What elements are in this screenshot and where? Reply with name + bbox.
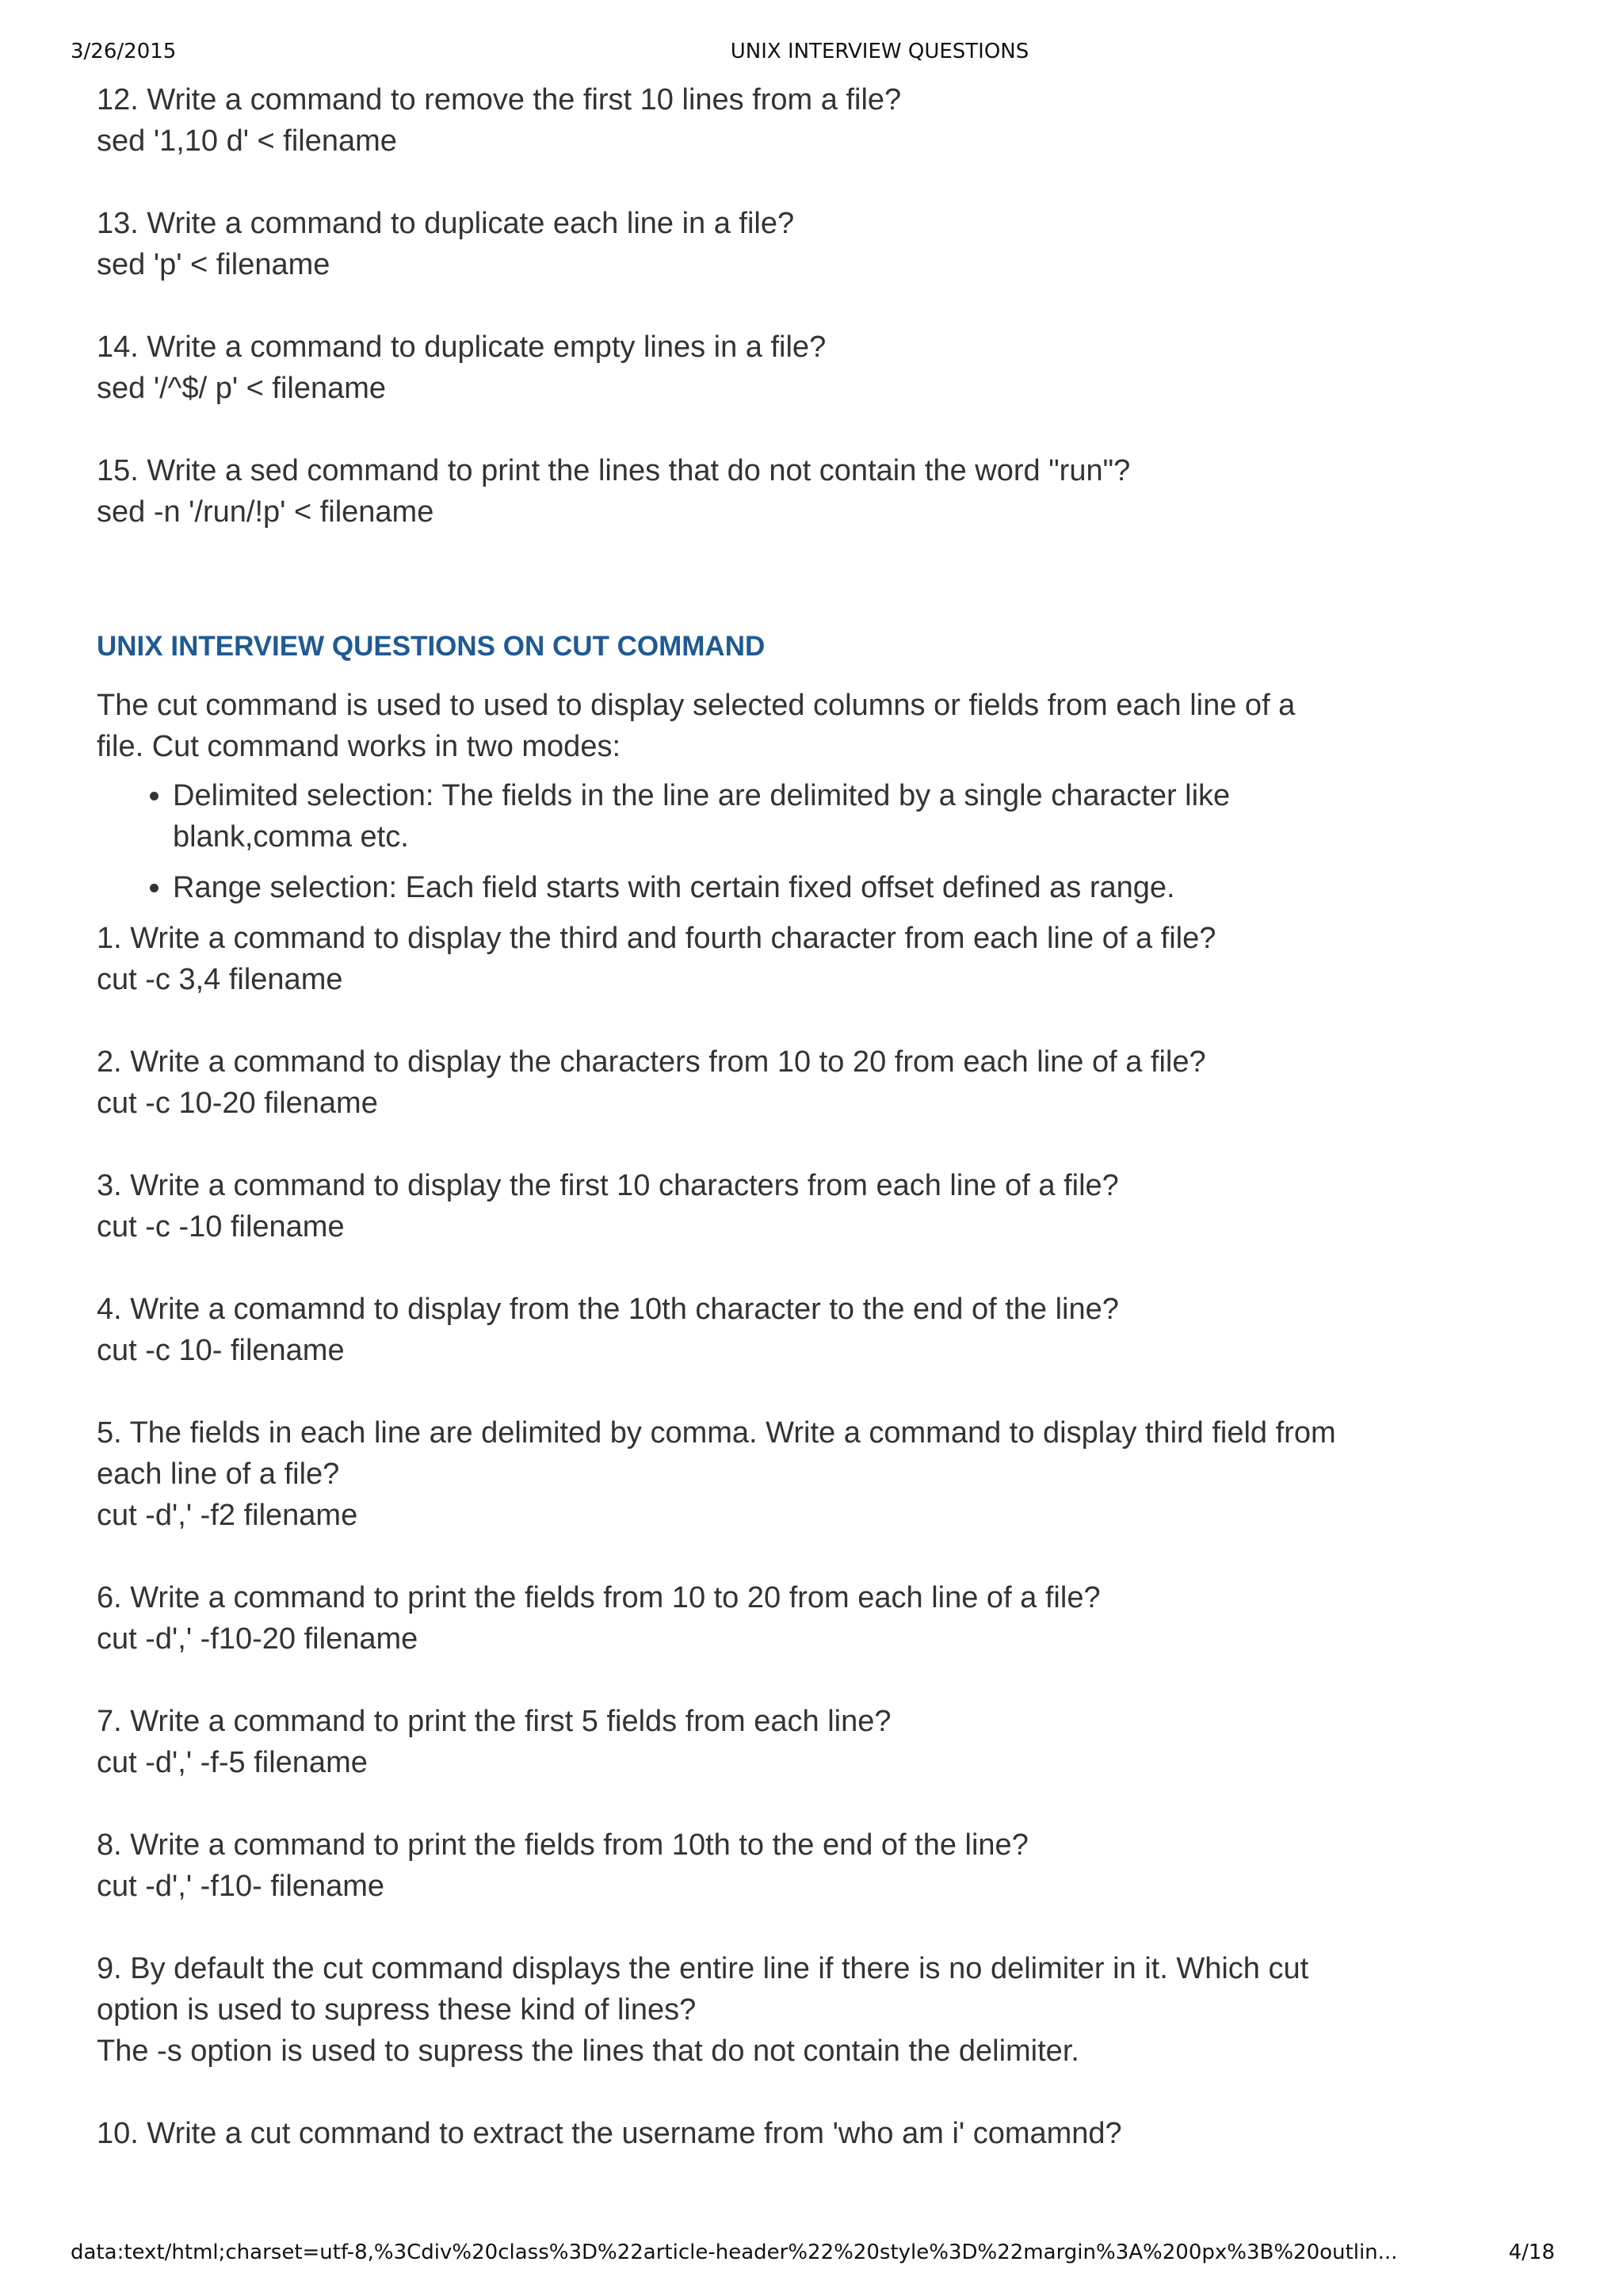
qa-item xyxy=(97,327,1349,409)
qa-item xyxy=(97,1948,1349,2072)
print-date: 3/26/2015 xyxy=(71,40,177,63)
qa-item xyxy=(97,1577,1349,1660)
qa-item xyxy=(97,1289,1349,1371)
qa-item xyxy=(97,450,1349,533)
question-text: 10. Write a cut command to extract the username from 'who am i' comamnd? xyxy=(97,2117,1122,2150)
question-text: 14. Write a command to duplicate empty lines in a file? xyxy=(97,330,827,364)
page-number: 4/18 xyxy=(1508,2241,1555,2264)
question-text: 2. Write a command to display the characters from 10 to 20 from each line of a file? xyxy=(97,1045,1206,1079)
answer-text: cut -d',' -f10-20 filename xyxy=(97,1622,418,1656)
answer-text: cut -c -10 filename xyxy=(97,1210,345,1244)
print-url: data:text/html;charset=utf-8,%3Cdiv%20class%3D%22article-header%22%20style%3D%22margin%3A%200px%3B%20outlin... xyxy=(71,2241,1398,2264)
answer-text: cut -c 10- filename xyxy=(97,1334,345,1367)
question-text: 3. Write a command to display the first 10 characters from each line of a file? xyxy=(97,1169,1119,1202)
cut-question-list xyxy=(97,918,1349,2154)
question-text: 4. Write a comamnd to display from the 10th character to the end of the line? xyxy=(97,1293,1119,1326)
qa-item xyxy=(97,1041,1349,1124)
answer-text: cut -c 10-20 filename xyxy=(97,1087,378,1120)
answer-text: sed '/^$/ p' < filename xyxy=(97,372,387,405)
answer-text: cut -d',' -f10- filename xyxy=(97,1870,384,1903)
question-text: 9. By default the cut command displays the entire line if there is no delimiter in it. Which cut option is used to supress these kind of lines? xyxy=(97,1952,1309,2027)
list-item: • Range selection: Each field starts with certain fixed offset defined as range. xyxy=(173,867,1349,908)
print-header xyxy=(0,40,1623,68)
answer-text: sed -n '/run/!p' < filename xyxy=(97,495,434,529)
qa-item xyxy=(97,1824,1349,1907)
article-content xyxy=(97,79,1349,2195)
qa-item xyxy=(97,1165,1349,1247)
qa-item xyxy=(97,1701,1349,1783)
answer-text: cut -d',' -f-5 filename xyxy=(97,1746,368,1779)
qa-item xyxy=(97,2113,1349,2154)
qa-item xyxy=(97,1412,1349,1536)
question-text: 6. Write a command to print the fields from 10 to 20 from each line of a file? xyxy=(97,1581,1101,1614)
answer-text: sed 'p' < filename xyxy=(97,248,330,281)
question-text: 7. Write a command to print the first 5 fields from each line? xyxy=(97,1705,892,1738)
question-text: 12. Write a command to remove the first 10 lines from a file? xyxy=(97,83,902,117)
answer-text: cut -c 3,4 filename xyxy=(97,963,343,996)
question-text: 13. Write a command to duplicate each line in a file? xyxy=(97,207,795,240)
print-title: UNIX INTERVIEW QUESTIONS xyxy=(730,40,1029,63)
question-text: 15. Write a sed command to print the lines that do not contain the word "run"? xyxy=(97,454,1131,487)
section-heading: UNIX INTERVIEW QUESTIONS ON CUT COMMAND xyxy=(97,631,766,662)
question-text: 1. Write a command to display the third and fourth character from each line of a file? xyxy=(97,922,1216,955)
qa-item xyxy=(97,203,1349,285)
question-text: 8. Write a command to print the fields from 10th to the end of the line? xyxy=(97,1828,1029,1862)
section-intro: The cut command is used to used to display selected columns or fields from each line of a file. Cut command works in two modes: xyxy=(97,689,1296,763)
answer-text: cut -d',' -f2 filename xyxy=(97,1499,358,1532)
qa-item xyxy=(97,918,1349,1000)
qa-item xyxy=(97,79,1349,162)
answer-text: sed '1,10 d' < filename xyxy=(97,124,397,158)
list-item: • Delimited selection: The fields in the line are delimited by a single character like blank,comma etc. xyxy=(173,775,1349,858)
answer-text: The -s option is used to supress the lines that do not contain the delimiter. xyxy=(97,2034,1079,2068)
print-footer xyxy=(0,2241,1623,2269)
mode-list xyxy=(97,775,1349,908)
question-text: 5. The fields in each line are delimited by comma. Write a command to display third field from each line of a file? xyxy=(97,1416,1336,1491)
